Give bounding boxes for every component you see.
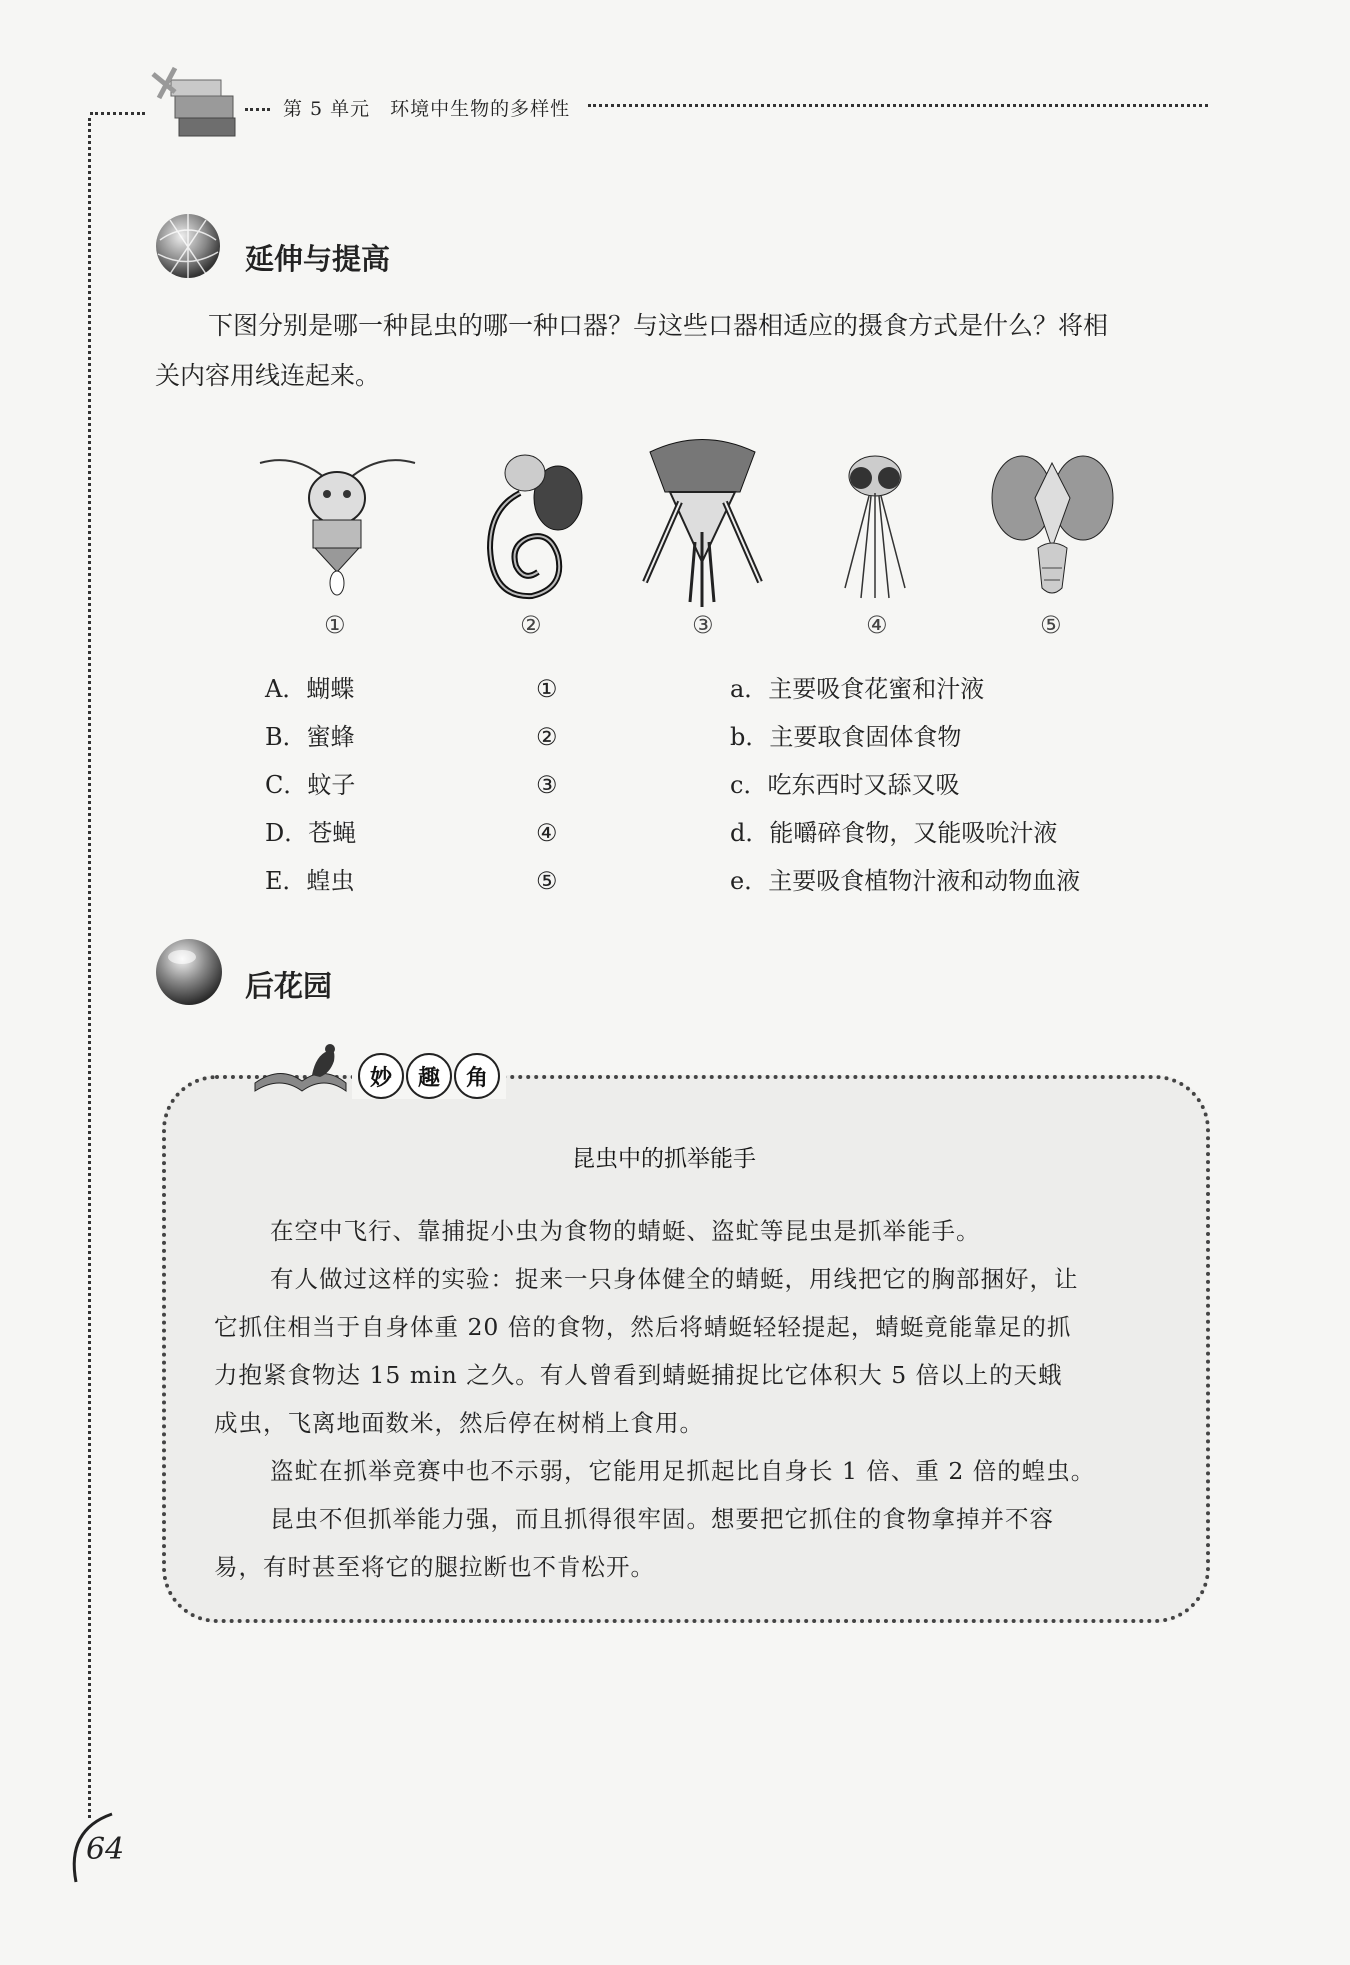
insect-list (265, 665, 356, 905)
badge-char: 趣 (406, 1053, 452, 1099)
list-item: B．蜜蜂 (265, 723, 355, 751)
sphere-icon (152, 935, 226, 1009)
list-item: C．蚊子 (265, 771, 356, 799)
number-list (536, 665, 558, 905)
box-paragraph-3: 它抓住相当于自身体重 20 倍的食物，然后将蜻蜓轻轻提起，蜻蜓竟能靠足的抓 (214, 1313, 1072, 1341)
header-dots-right (588, 104, 1208, 107)
feeding-list (730, 665, 1080, 905)
page-number: 64 (86, 1832, 125, 1867)
list-item: D．苍蝇 (265, 819, 357, 847)
list-item: a．主要吸食花蜜和汁液 (730, 675, 985, 703)
grasshopper-mouthpart-figure (255, 448, 420, 608)
book-bird-icon (250, 1035, 350, 1105)
list-item: e．主要吸食植物汁液和动物血液 (730, 867, 1081, 895)
box-paragraph-7: 昆虫不但抓举能力强，而且抓得很牢固。想要把它抓住的食物拿掉并不容 (270, 1505, 1054, 1533)
left-margin-dots (88, 118, 91, 1818)
bee-mouthpart-figure (640, 432, 765, 610)
question-line-1: 下图分别是哪一种昆虫的哪一种口器？与这些口器相适应的摄食方式是什么？将相 (208, 311, 1109, 340)
box-paragraph-8: 易，有时甚至将它的腿拉断也不肯松开。 (214, 1553, 655, 1581)
list-item: b．主要取食固体食物 (730, 723, 962, 751)
box-paragraph-5: 成虫，飞离地面数米，然后停在树梢上食用。 (214, 1409, 704, 1437)
figure-label-3: ③ (692, 611, 714, 639)
list-item: c．吃东西时又舔又吸 (730, 771, 960, 799)
butterfly-mouthpart-figure (480, 448, 590, 608)
question-line-2: 关内容用线连起来。 (155, 361, 381, 390)
box-paragraph-2: 有人做过这样的实验：捉来一只身体健全的蜻蜓，用线把它的胸部捆好，让 (270, 1265, 1079, 1293)
figure-label-4: ④ (866, 611, 888, 639)
list-item: A．蝴蝶 (265, 675, 355, 703)
section-title-garden: 后花园 (245, 969, 333, 1003)
box-paragraph-6: 盗虻在抓举竞赛中也不示弱，它能用足抓起比自身长 1 倍、重 2 倍的蝗虫。 (270, 1457, 1096, 1485)
housefly-mouthpart-figure (990, 448, 1115, 608)
box-paragraph-4: 力抱紧食物达 15 min 之久。有人曾看到蜻蜓捕捉比它体积大 5 倍以上的天蛾 (214, 1361, 1063, 1389)
list-item: ④ (536, 819, 558, 847)
figure-label-1: ① (324, 611, 346, 639)
fun-corner-badge (352, 1053, 506, 1099)
list-item: E．蝗虫 (265, 867, 355, 895)
list-item: d．能嚼碎食物，又能吸吮汁液 (730, 819, 1058, 847)
list-item: ① (536, 675, 558, 703)
mosquito-mouthpart-figure (825, 448, 925, 608)
box-paragraph-1: 在空中飞行、靠捕捉小虫为食物的蜻蜓、盗虻等昆虫是抓举能手。 (270, 1217, 981, 1245)
figure-label-5: ⑤ (1040, 611, 1062, 639)
figure-label-2: ② (520, 611, 542, 639)
header-dots-mid (245, 108, 270, 111)
list-item: ⑤ (536, 867, 558, 895)
badge-char: 妙 (358, 1053, 404, 1099)
header-dots-left (90, 112, 145, 115)
badge-char: 角 (454, 1053, 500, 1099)
box-title: 昆虫中的抓举能手 (572, 1146, 756, 1172)
unit-title: 第 5 单元 环境中生物的多样性 (283, 98, 571, 120)
section-title-extension: 延伸与提高 (245, 242, 391, 276)
list-item: ③ (536, 771, 558, 799)
globe-icon (152, 210, 224, 282)
books-logo-icon (145, 62, 245, 152)
list-item: ② (536, 723, 558, 751)
